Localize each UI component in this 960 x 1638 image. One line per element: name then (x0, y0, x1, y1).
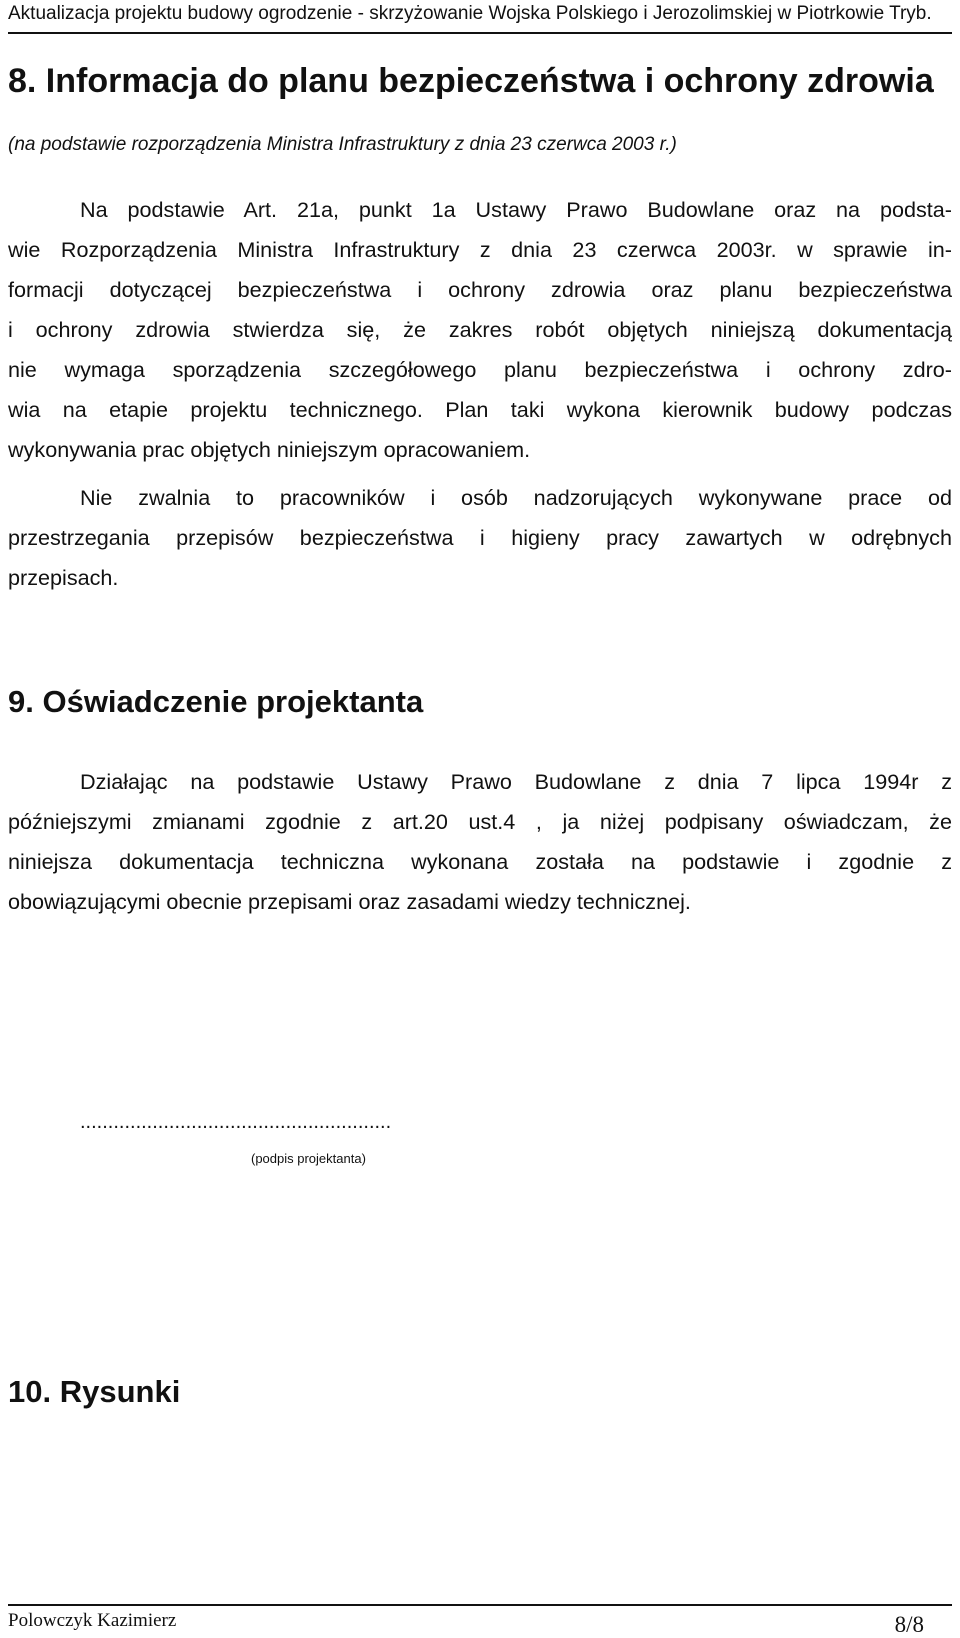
section-8-subtitle: (na podstawie rozporządzenia Ministra Infrastruktury z dnia 23 czerwca 2003 r.) (8, 134, 677, 155)
paragraph-line: obowiązującymi obecnie przepisami oraz zasadami wiedzy technicznej. (8, 889, 691, 914)
paragraph-line: niniejsza dokumentacja techniczna wykonana została na podstawie i zgodnie z (8, 849, 952, 874)
section-8-paragraph-1 (8, 190, 952, 470)
section-9-heading: 9. Oświadczenie projektanta (8, 684, 424, 719)
section-10-heading: 10. Rysunki (8, 1374, 181, 1409)
running-title: Aktualizacja projektu budowy ogrodzenie - skrzyżowanie Wojska Polskiego i Jerozolimskiej w Piotrkowie Tryb. (8, 3, 932, 24)
section-8-paragraph-2 (8, 478, 952, 598)
section-8-heading: 8. Informacja do planu bezpieczeństwa i ochrony zdrowia (8, 62, 934, 100)
signature-line: ........................................................ (80, 1111, 392, 1133)
section-9-paragraph (8, 762, 952, 922)
paragraph-line: i ochrony zdrowia stwierdza się, że zakres robót objętych niniejszą dokumentacją (8, 317, 952, 342)
paragraph-line: wykonywania prac objętych niniejszym opracowaniem. (8, 437, 531, 462)
paragraph-line: nie wymaga sporządzenia szczegółowego planu bezpieczeństwa i ochrony zdro- (8, 357, 952, 382)
page-footer (8, 1604, 952, 1636)
signature-caption: (podpis projektanta) (251, 1151, 366, 1166)
paragraph-line: Nie zwalnia to pracowników i osób nadzorujących wykonywane prace od (80, 485, 952, 510)
paragraph-line: późniejszymi zmianami zgodnie z art.20 ust.4 , ja niżej podpisany oświadczam, że (8, 809, 952, 834)
footer-author: Polowczyk Kazimierz (8, 1610, 177, 1631)
paragraph-line: wie Rozporządzenia Ministra Infrastruktury z dnia 23 czerwca 2003r. w sprawie in- (8, 237, 952, 262)
paragraph-line: wia na etapie projektu technicznego. Plan taki wykona kierownik budowy podczas (8, 397, 952, 422)
paragraph-line: Działając na podstawie Ustawy Prawo Budowlane z dnia 7 lipca 1994r z (80, 769, 952, 794)
paragraph-line: przepisach. (8, 565, 119, 590)
page-header (8, 0, 952, 34)
paragraph-line: przestrzegania przepisów bezpieczeństwa i higieny pracy zawartych w odrębnych (8, 525, 952, 550)
paragraph-line: formacji dotyczącej bezpieczeństwa i ochrony zdrowia oraz planu bezpieczeństwa (8, 277, 952, 302)
paragraph-line: Na podstawie Art. 21a, punkt 1a Ustawy Prawo Budowlane oraz na podsta- (80, 197, 952, 222)
page-number: 8/8 (894, 1612, 924, 1637)
